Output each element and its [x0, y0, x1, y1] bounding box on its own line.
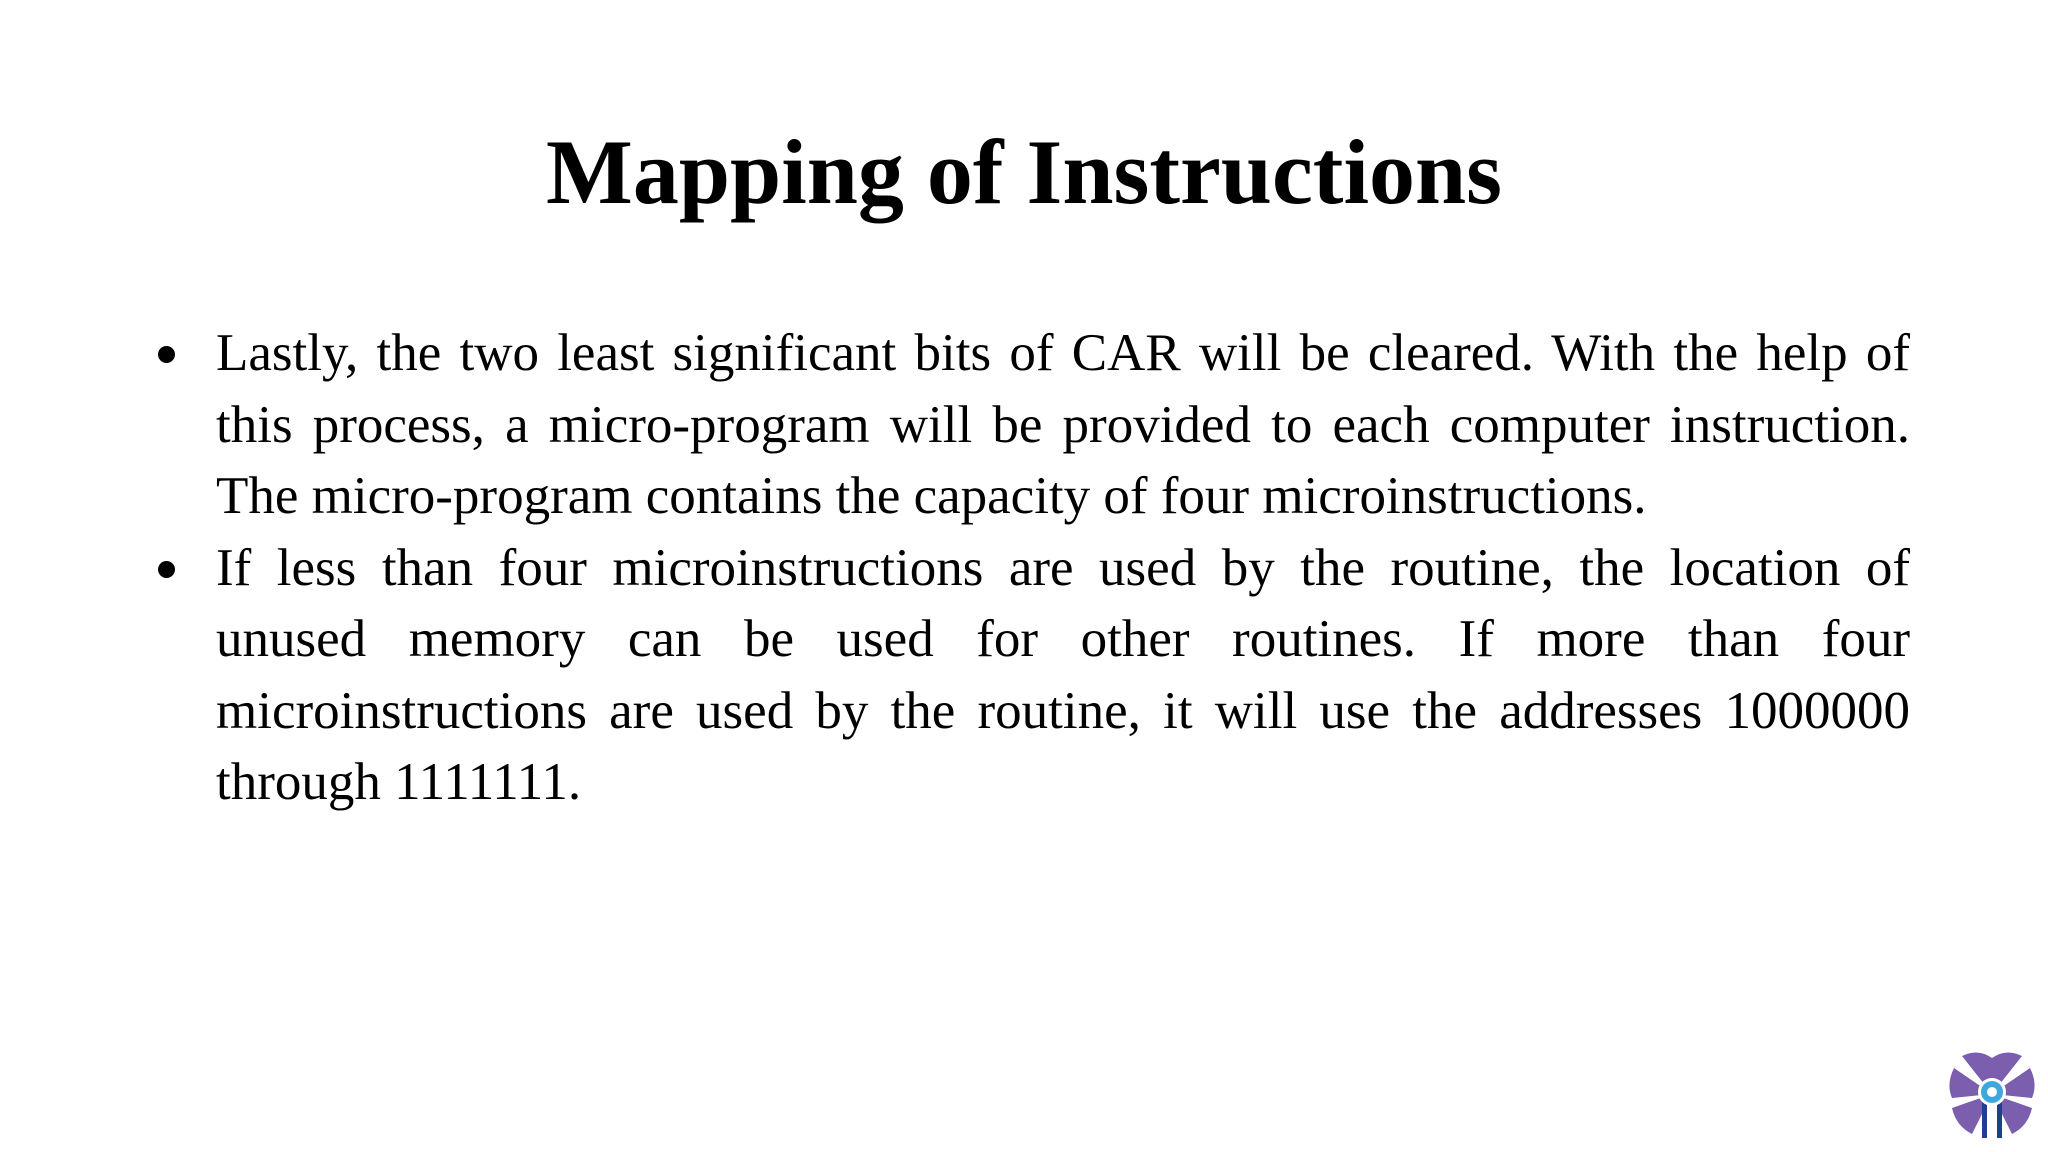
- bullet-text: If less than four microinstructions are used by the routine, the location of unused memory can be used for other routines. If more than four microinstructions are used by the routine, it will use the addresses 1000000 through 1111111.: [216, 538, 1910, 811]
- bullet-dot-icon: [158, 346, 175, 363]
- bullet-list: [150, 318, 1910, 819]
- slide-title: Mapping of Instructions: [546, 121, 1502, 223]
- bullet-item: [150, 318, 1910, 533]
- emblem-center: [1987, 1087, 1997, 1097]
- institution-emblem-icon: [1948, 1050, 2036, 1138]
- bullet-dot-icon: [158, 561, 175, 578]
- bullet-text: Lastly, the two least significant bits of CAR will be cleared. With the help of this process, a micro-program will be provided to each computer instruction. The micro-program contains the capacity of four microinstructions.: [216, 324, 1910, 525]
- emblem-svg: [1948, 1050, 2036, 1138]
- bullet-item: [150, 533, 1910, 819]
